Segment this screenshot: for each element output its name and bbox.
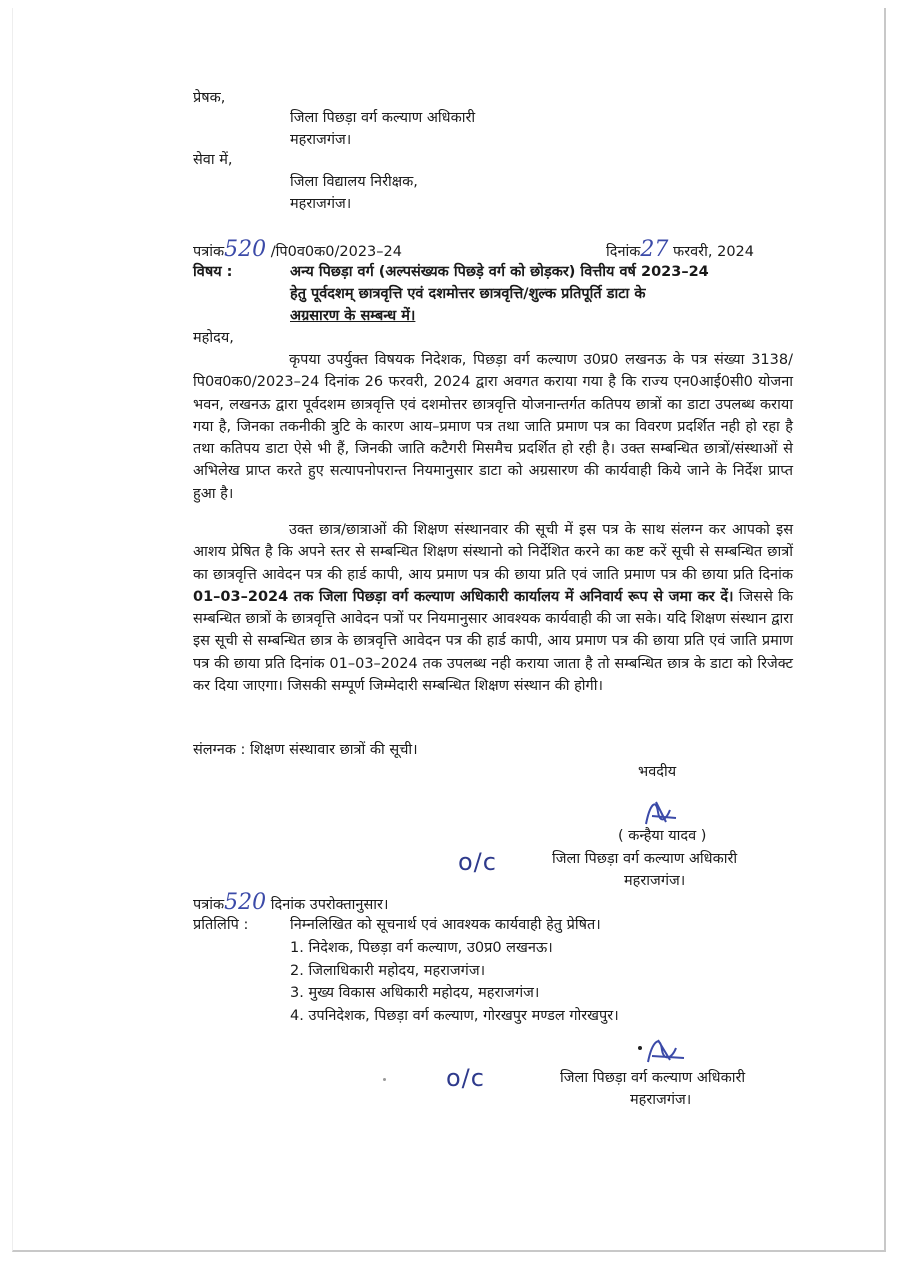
oc-mark-2: o/c	[446, 1064, 485, 1092]
copy-ref-date: दिनांक उपरोक्तानुसार।	[270, 897, 389, 913]
copy-recipient-item: 1. निदेशक, पिछड़ा वर्ग कल्याण, उ0प्र0 लखनऊ।	[290, 940, 553, 956]
sender-line-2: महराजगंज।	[290, 132, 352, 148]
paragraph-2-deadline: 01–03–2024 तक जिला पिछड़ा वर्ग कल्याण अधिकारी कार्यालय में अनिवार्य रूप से जमा कर दें।	[193, 588, 734, 605]
copy-signature-scribble	[636, 1030, 692, 1070]
enclosure: संलग्नक : शिक्षण संस्थावार छात्रों की सूची।	[193, 742, 418, 758]
copy-recipient-item: 2. जिलाधिकारी महोदय, महराजगंज।	[290, 962, 486, 979]
copy-recipient-item: 3. मुख्य विकास अधिकारी महोदय, महराजगंज।	[290, 985, 540, 1001]
copy-label: प्रतिलिपि :	[193, 917, 249, 933]
paragraph-2-end: जिससे कि सम्बन्धित छात्रों के छात्रवृत्ति आवेदन पत्रों पर नियमानुसार आवश्यक कार्यवाही की जा सके। यदि शिक्षण संस्थान द्वारा इस सूची से सम्बन्धित छात्र के छात्रवृत्ति आवेदन पत्र की हार्ड कापी, आय प्रमाण पत्र की छाया प्रति एवं जाति प्रमाण पत्र की छाया प्रति दिनांक 01–03–2024 तक उपलब्ध नही कराया जाता है तो सम्बन्धित छात्र के डाटा को रिजेक्ट कर दिया जाएगा। जिसकी सम्पूर्ण जिम्मेदारी सम्बन्धित शिक्षण संस्थान की होगी।	[193, 588, 793, 695]
subject-line-2: हेतु पूर्वदशम् छात्रवृत्ति एवं दशमोत्तर छात्रवृत्ति/शुल्क प्रतिपूर्ति डाटा के	[290, 286, 646, 302]
copy-recipient-list	[290, 937, 619, 1027]
date-handwritten-day: 27	[640, 237, 669, 262]
copy-recipient-item: 4. उपनिदेशक, पिछड़ा वर्ग कल्याण, गोरखपुर मण्डल गोरखपुर।	[290, 1007, 619, 1024]
sender-line-1: जिला पिछड़ा वर्ग कल्याण अधिकारी	[290, 110, 476, 126]
copy-signatory-title: जिला पिछड़ा वर्ग कल्याण अधिकारी	[560, 1070, 746, 1086]
date-suffix: फरवरी, 2024	[673, 244, 754, 260]
to-label: सेवा में,	[193, 152, 233, 168]
paragraph-2	[193, 519, 793, 697]
sender-label: प्रेषक,	[193, 90, 226, 106]
speck	[383, 1078, 386, 1081]
ref-handwritten-number: 520	[224, 237, 267, 262]
salutation: महोदय,	[193, 330, 234, 346]
signatory-place: महराजगंज।	[624, 873, 686, 889]
to-line-1: जिला विद्यालय निरीक्षक,	[290, 174, 418, 190]
oc-mark-1: o/c	[458, 848, 497, 876]
subject-label: विषय :	[193, 264, 233, 280]
copy-intro: निम्नलिखित को सूचनार्थ एवं आवश्यक कार्यवाही हेतु प्रेषित।	[290, 917, 601, 933]
ref-prefix: पत्रांक	[193, 244, 225, 260]
copy-reference-line	[193, 890, 389, 915]
signatory-title: जिला पिछड़ा वर्ग कल्याण अधिकारी	[552, 851, 738, 867]
paragraph-1: कृपया उपर्युक्त विषयक निदेशक, पिछड़ा वर्ग कल्याण उ0प्र0 लखनऊ के पत्र संख्या 3138/पि0व0क0/2023–24 दिनांक 26 फरवरी, 2024 द्वारा अवगत कराया गया है कि राज्य एन0आई0सी0 योजना भवन, लखनऊ द्वारा पूर्वदशम छात्रवृत्ति एवं दशमोत्तर छात्रवृत्ति योजनान्तर्गत कतिपय छात्रों का डाटा उपलब्ध कराया गया है, जिनका तकनीकी त्रुटि के कारण आय–प्रमाण पत्र तथा जाति प्रमाण पत्र का विवरण प्रदर्शित नही हो रहा है तथा कतिपय डाटा ऐसे भी हैं, जिनकी जाति कटैगरी मिसमैच प्रदर्शित हो रही है। उक्त सम्बन्धित छात्रों/संस्थाओं से अभिलेख प्राप्त करते हुए सत्यापनोपरान्त नियमानुसार डाटा को अग्रसारण की कार्यवाही किये जाने के निर्देश प्राप्त हुआ है।	[193, 352, 793, 502]
signatory-name: ( कन्हैया यादव )	[618, 828, 707, 844]
paragraph-2-start: उक्त छात्र/छात्राओं की शिक्षण संस्थानवार की सूची में इस पत्र के साथ संलग्न कर आपको इस आशय प्रेषित है कि अपने स्तर से सम्बन्धित शिक्षण संस्थानो को निर्देशित करने का कष्ट करें सूची से सम्बन्धित छात्रों का छात्रवृत्ति आवेदन पत्र की हार्ड कापी, आय प्रमाण पत्र की छाया प्रति एवं जाति प्रमाण पत्र की छाया प्रति दिनांक	[193, 522, 793, 583]
copy-signatory-place: महराजगंज।	[630, 1092, 692, 1108]
reference-line	[193, 237, 402, 262]
ref-suffix: /पि0व0क0/2023–24	[270, 244, 402, 260]
copy-ref-prefix: पत्रांक	[193, 897, 225, 913]
date-line	[606, 237, 754, 262]
subject-line-1: अन्य पिछड़ा वर्ग (अल्पसंख्यक पिछड़े वर्ग को छोड़कर) वित्तीय वर्ष 2023–24	[290, 264, 709, 280]
closing: भवदीय	[638, 764, 677, 780]
copy-ref-handwritten-number: 520	[224, 890, 267, 915]
subject-line-3: अग्रसारण के सम्बन्ध में।	[290, 308, 416, 324]
date-prefix: दिनांक	[606, 244, 641, 260]
to-line-2: महराजगंज।	[290, 196, 352, 212]
